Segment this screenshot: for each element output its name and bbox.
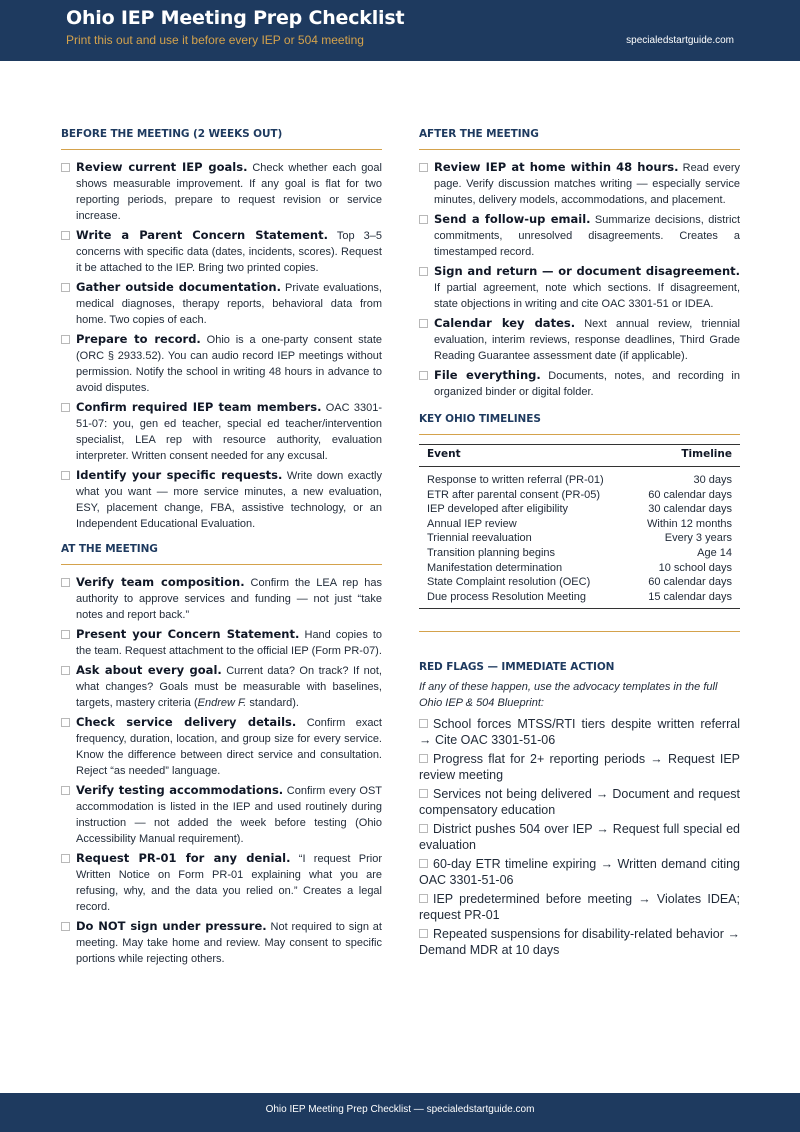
- before-checklist: [61, 159, 382, 532]
- item-text: Summarize decisions, district commitments, unresolved disagreements. Creates a timestamped record.: [434, 214, 740, 258]
- flags-checklist: [419, 716, 740, 958]
- timeline-event: Due process Resolution Meeting: [427, 590, 586, 603]
- red-flag-text: IEP predetermined before meeting → Violates IDEA; request PR-01: [419, 892, 740, 923]
- header-site-link[interactable]: specialedstartguide.com: [626, 35, 734, 46]
- red-flag-item: [419, 926, 740, 958]
- red-flag-item: [419, 856, 740, 888]
- item-heading: Verify testing accommodations.: [76, 783, 284, 797]
- checkbox-icon[interactable]: [61, 471, 70, 480]
- timeline-value: 60 calendar days: [648, 576, 732, 589]
- table-row: [419, 488, 740, 503]
- checklist-item: [61, 279, 382, 328]
- red-flag-item: [419, 716, 740, 748]
- item-text: Hand copies to the team. Request attachment to the official IEP (Form PR-07).: [76, 629, 383, 657]
- item-text: Confirm the LEA rep has authority to approve services and funding — not just “take notes and report back.”: [76, 577, 382, 621]
- red-flag-text: 60-day ETR timeline expiring → Written demand citing OAC 3301-51-06: [419, 857, 740, 888]
- after-checklist: [419, 159, 740, 400]
- at-checklist: [61, 574, 382, 967]
- timelines-table: [419, 444, 740, 609]
- timeline-event: ETR after parental consent (PR-05): [427, 488, 601, 501]
- flags-intro: If any of these happen, use the advocacy templates in the full Ohio IEP & 504 Blueprint:: [419, 681, 718, 710]
- checkbox-icon[interactable]: [419, 859, 428, 868]
- checklist-item: [61, 159, 382, 224]
- timelines-header-row: [419, 445, 740, 467]
- timelines-col-event: Event: [419, 445, 630, 467]
- item-text: If partial agreement, note which sections. If disagreement, state objections in writing and cite OAC 3301-51 or IDEA.: [434, 282, 740, 310]
- timeline-value: Age 14: [697, 546, 732, 559]
- section-title-before: BEFORE THE MEETING (2 WEEKS OUT): [61, 128, 382, 150]
- timelines-col-timeline: Timeline: [630, 445, 740, 467]
- checkbox-icon[interactable]: [61, 922, 70, 931]
- table-row: [419, 546, 740, 561]
- item-heading: Gather outside documentation.: [76, 280, 281, 294]
- checkbox-icon[interactable]: [61, 403, 70, 412]
- item-heading: Send a follow-up email.: [434, 212, 591, 226]
- checkbox-icon[interactable]: [61, 578, 70, 587]
- item-text: Check whether each goal shows measurable improvement. If any goal is flat for two reporting periods, prepare to request revision or service increase.: [76, 162, 382, 222]
- item-heading: Identify your specific requests.: [76, 468, 283, 482]
- timeline-event: Manifestation determination: [427, 561, 563, 574]
- checklist-item: [61, 467, 382, 532]
- checkbox-icon[interactable]: [419, 215, 428, 224]
- item-text: “I request Prior Written Notice on Form PR-01 explaining what you are refusing, why, and the data you relied on.” Creates a legal record.: [76, 853, 382, 913]
- item-heading: Verify team composition.: [76, 575, 245, 589]
- item-text: Ohio is a one-party consent state (ORC § 2933.52). You can audio record IEP meetings without permission. Notify the school in writing 48 hours in advance to avoid disputes.: [76, 334, 383, 394]
- timeline-event: Transition planning begins: [427, 546, 556, 559]
- red-flag-item: [419, 786, 740, 818]
- item-heading: File everything.: [434, 368, 541, 382]
- item-text: Read every page. Verify discussion matches writing — especially service minutes, delivery models, accommodations, and placement.: [434, 162, 740, 206]
- red-flag-text: Repeated suspensions for disability-related behavior → Demand MDR at 10 days: [419, 927, 740, 958]
- checklist-item: [61, 626, 382, 659]
- red-flag-item: [419, 891, 740, 923]
- item-heading: Review current IEP goals.: [76, 160, 248, 174]
- page-title: Ohio IEP Meeting Prep Checklist: [66, 7, 405, 29]
- checklist-item: [61, 331, 382, 396]
- checkbox-icon[interactable]: [419, 789, 428, 798]
- item-text: standard).: [246, 697, 299, 709]
- item-text: Not required to sign at meeting. May take home and review. May consent to specific portions while rejecting others.: [76, 921, 382, 965]
- item-text: Next annual review, triennial evaluation, interim reviews, response deadlines, Third Grade Reading Guarantee assessment date (if applicable).: [434, 318, 740, 362]
- item-text: Documents, notes, and recording in organized binder or digital folder.: [434, 370, 740, 398]
- red-flag-text: Progress flat for 2+ reporting periods → Request IEP review meeting: [419, 752, 740, 783]
- timeline-event: Triennial reevaluation: [427, 532, 532, 545]
- checklist-item: [61, 850, 382, 915]
- item-text: OAC 3301-51-07: you, gen ed teacher, special ed teacher/intervention specialist, LEA rep with resource authority, evaluation interpreter. Written consent needed for any excusal.: [76, 402, 382, 462]
- checkbox-icon[interactable]: [61, 283, 70, 292]
- checklist-item: [419, 211, 740, 260]
- timeline-value: 30 calendar days: [648, 503, 732, 516]
- checkbox-icon[interactable]: [419, 824, 428, 833]
- checkbox-icon[interactable]: [61, 231, 70, 240]
- table-row: [419, 590, 740, 609]
- table-row: [419, 517, 740, 532]
- checkbox-icon[interactable]: [419, 163, 428, 172]
- section-title-timelines: KEY OHIO TIMELINES: [419, 413, 740, 435]
- red-flag-item: [419, 751, 740, 783]
- red-flag-text: District pushes 504 over IEP → Request full special ed evaluation: [419, 822, 740, 853]
- red-flag-item: [419, 821, 740, 853]
- timeline-value: 30 days: [693, 474, 732, 486]
- item-text: Private evaluations, medical diagnoses, therapy reports, behavioral data from home. Two copies of each.: [76, 282, 382, 326]
- table-row: [419, 467, 740, 488]
- table-row: [419, 575, 740, 590]
- checkbox-icon[interactable]: [61, 666, 70, 675]
- item-heading: Review IEP at home within 48 hours.: [434, 160, 679, 174]
- item-text: Write down exactly what you want — more service minutes, a new evaluation, ESY, placement change, FBA, assistive technology, or an Independent Educational Evaluation.: [76, 470, 382, 530]
- right-column: [419, 128, 740, 961]
- item-text: Current data? On track? If not, what changes? Goals must be measurable with baselines, targets, mastery criteria (: [76, 665, 382, 709]
- checkbox-icon[interactable]: [419, 371, 428, 380]
- checklist-item: [61, 662, 382, 711]
- table-row: [419, 561, 740, 576]
- timeline-value: 60 calendar days: [648, 488, 732, 501]
- checklist-item: [419, 367, 740, 400]
- checkbox-icon[interactable]: [61, 630, 70, 639]
- timeline-value: Every 3 years: [664, 532, 732, 545]
- item-heading: Ask about every goal.: [76, 663, 222, 677]
- checklist-item: [61, 782, 382, 847]
- item-emphasis: Endrew F.: [197, 697, 247, 709]
- timeline-value: Within 12 months: [647, 517, 732, 530]
- checklist-item: [419, 315, 740, 364]
- item-heading: Write a Parent Concern Statement.: [76, 228, 328, 242]
- checkbox-icon[interactable]: [419, 754, 428, 763]
- timeline-event: State Complaint resolution (OEC): [427, 576, 591, 589]
- checklist-item: [61, 574, 382, 623]
- checkbox-icon[interactable]: [61, 718, 70, 727]
- checklist-item: [61, 714, 382, 779]
- checklist-item: [61, 227, 382, 276]
- checkbox-icon[interactable]: [61, 163, 70, 172]
- checklist-item: [61, 399, 382, 464]
- item-heading: Sign and return — or document disagreement.: [434, 264, 740, 278]
- page-footer: [0, 1093, 800, 1132]
- table-row: [419, 531, 740, 546]
- left-column: [61, 128, 382, 970]
- page-header: [0, 0, 800, 61]
- item-text: Confirm every OST accommodation is listed in the IEP and used routinely during instruction — not added the week before testing (Ohio Accessibility Manual requirement).: [76, 785, 383, 845]
- item-heading: Request PR-01 for any denial.: [76, 851, 291, 865]
- timeline-value: 10 school days: [658, 561, 732, 574]
- checklist-item: [61, 918, 382, 967]
- checkbox-icon[interactable]: [61, 854, 70, 863]
- item-heading: Present your Concern Statement.: [76, 627, 300, 641]
- item-heading: Calendar key dates.: [434, 316, 576, 330]
- table-row: [419, 502, 740, 517]
- item-heading: Do NOT sign under pressure.: [76, 919, 267, 933]
- red-flag-text: Services not being delivered → Document and request compensatory education: [419, 787, 740, 818]
- timeline-event: Annual IEP review: [427, 517, 517, 530]
- checklist-item: [419, 263, 740, 312]
- timeline-event: IEP developed after eligibility: [427, 503, 569, 516]
- item-text: Top 3–5 concerns with specific data (dates, incidents, scores). Request it be attached to the IEP. Bring two printed copies.: [76, 230, 382, 274]
- item-heading: Check service delivery details.: [76, 715, 297, 729]
- checkbox-icon[interactable]: [61, 786, 70, 795]
- checkbox-icon[interactable]: [61, 335, 70, 344]
- page-subtitle: Print this out and use it before every IEP or 504 meeting: [66, 33, 364, 47]
- checklist-item: [419, 159, 740, 208]
- item-heading: Prepare to record.: [76, 332, 201, 346]
- item-heading: Confirm required IEP team members.: [76, 400, 322, 414]
- item-text: Confirm exact frequency, duration, location, and group size for every service. Know the difference between direct service and consultation. Reject “as needed” language.: [76, 717, 382, 777]
- checkbox-icon[interactable]: [419, 719, 428, 728]
- timeline-event: Response to written referral (PR-01): [427, 474, 604, 486]
- timeline-value: 15 calendar days: [648, 590, 732, 603]
- checkbox-icon[interactable]: [419, 894, 428, 903]
- checkbox-icon[interactable]: [419, 319, 428, 328]
- red-flag-text: School forces MTSS/RTI tiers despite written referral → Cite OAC 3301-51-06: [419, 717, 740, 748]
- section-title-flags: RED FLAGS — IMMEDIATE ACTION: [419, 661, 615, 674]
- section-title-at: AT THE MEETING: [61, 543, 382, 565]
- checkbox-icon[interactable]: [419, 267, 428, 276]
- checkbox-icon[interactable]: [419, 929, 428, 938]
- footer-text: Ohio IEP Meeting Prep Checklist — specialedstartguide.com: [265, 1104, 535, 1115]
- section-title-after: AFTER THE MEETING: [419, 128, 740, 150]
